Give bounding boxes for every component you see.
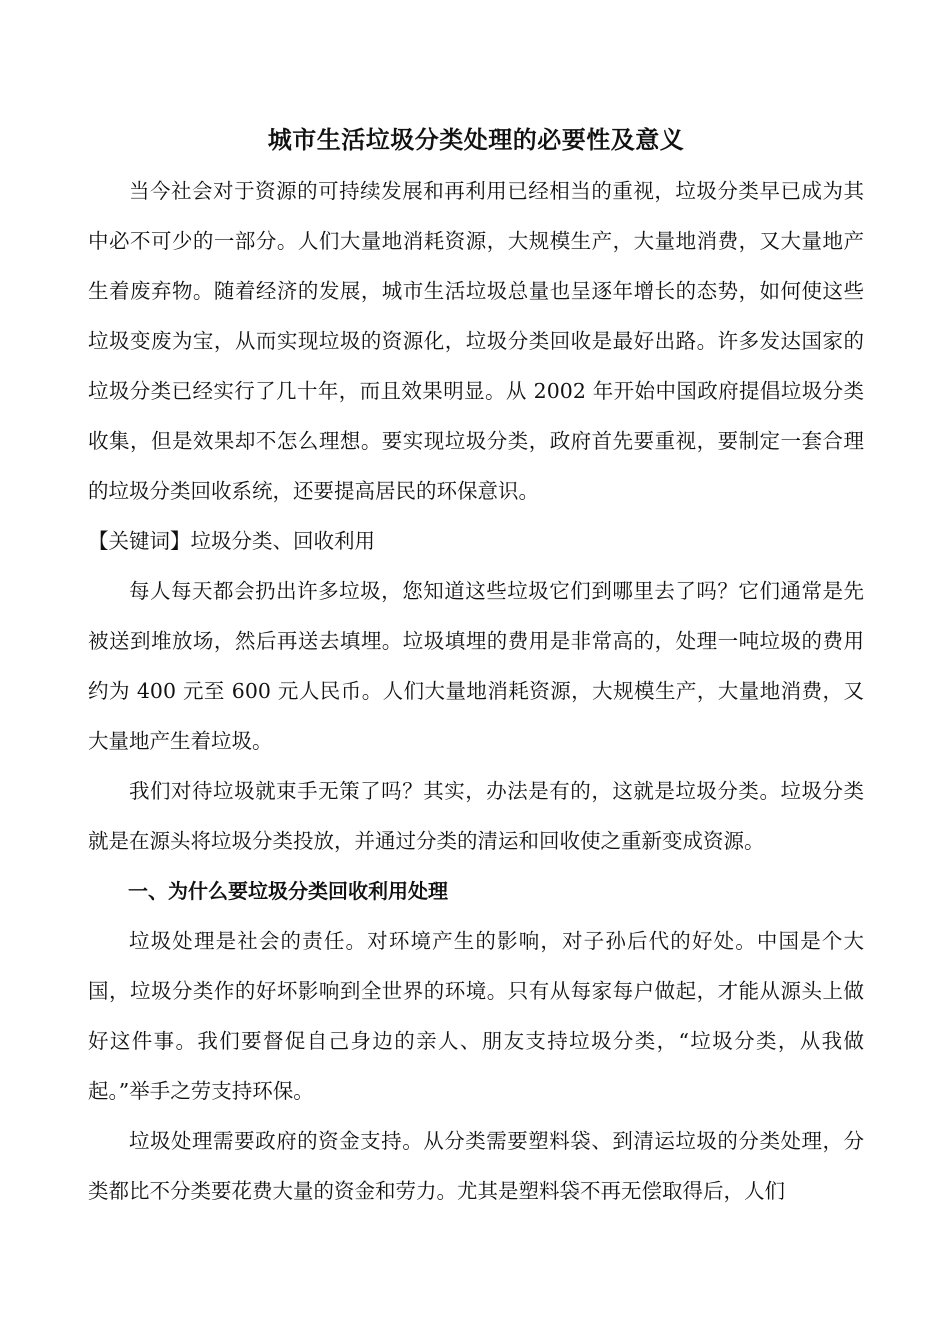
keywords-line: 【关键词】垃圾分类、回收利用: [88, 529, 375, 553]
section1-paragraph-1: 垃圾处理是社会的责任。对环境产生的影响，对子孙后代的好处。中国是个大国，垃圾分类作的好坏影响到全世界的环境。只有从每家每户做起，才能从源头上做好这件事。我们要督促自己身边的亲人、朋友支持垃圾分类，“垃圾分类，从我做起。”举手之劳支持环保。: [88, 929, 864, 1103]
abstract-paragraph: 当今社会对于资源的可持续发展和再利用已经相当的重视，垃圾分类早已成为其中必不可少的一部分。人们大量地消耗资源，大规模生产，大量地消费，又大量地产生着废弃物。随着经济的发展，城市生活垃圾总量也呈逐年增长的态势，如何使这些垃圾变废为宝，从而实现垃圾的资源化，垃圾分类回收是最好出路。许多发达国家的垃圾分类已经实行了几十年，而且效果明显。从 2002 年开始中国政府提倡垃圾分类收集，但是效果却不怎么理想。要实现垃圾分类，政府首先要重视，要制定一套合理的垃圾分类回收系统，还要提高居民的环保意识。: [88, 179, 864, 503]
document-page: [88, 118, 864, 1216]
document-title: 城市生活垃圾分类处理的必要性及意义: [267, 126, 685, 154]
body-paragraph-1: 每人每天都会扔出许多垃圾，您知道这些垃圾它们到哪里去了吗？它们通常是先被送到堆放场，然后再送去填埋。垃圾填埋的费用是非常高的，处理一吨垃圾的费用约为 400 元至 600 元人民币。人们大量地消耗资源，大规模生产，大量地消费，又大量地产生着垃圾。: [88, 579, 864, 753]
body-paragraph-2: 我们对待垃圾就束手无策了吗？其实，办法是有的，这就是垃圾分类。垃圾分类就是在源头将垃圾分类投放，并通过分类的清运和回收使之重新变成资源。: [88, 779, 864, 853]
section-heading-1: 一、为什么要垃圾分类回收利用处理: [128, 879, 448, 903]
section1-paragraph-2: 垃圾处理需要政府的资金支持。从分类需要塑料袋、到清运垃圾的分类处理，分类都比不分类要花费大量的资金和劳力。尤其是塑料袋不再无偿取得后，人们: [88, 1129, 864, 1203]
